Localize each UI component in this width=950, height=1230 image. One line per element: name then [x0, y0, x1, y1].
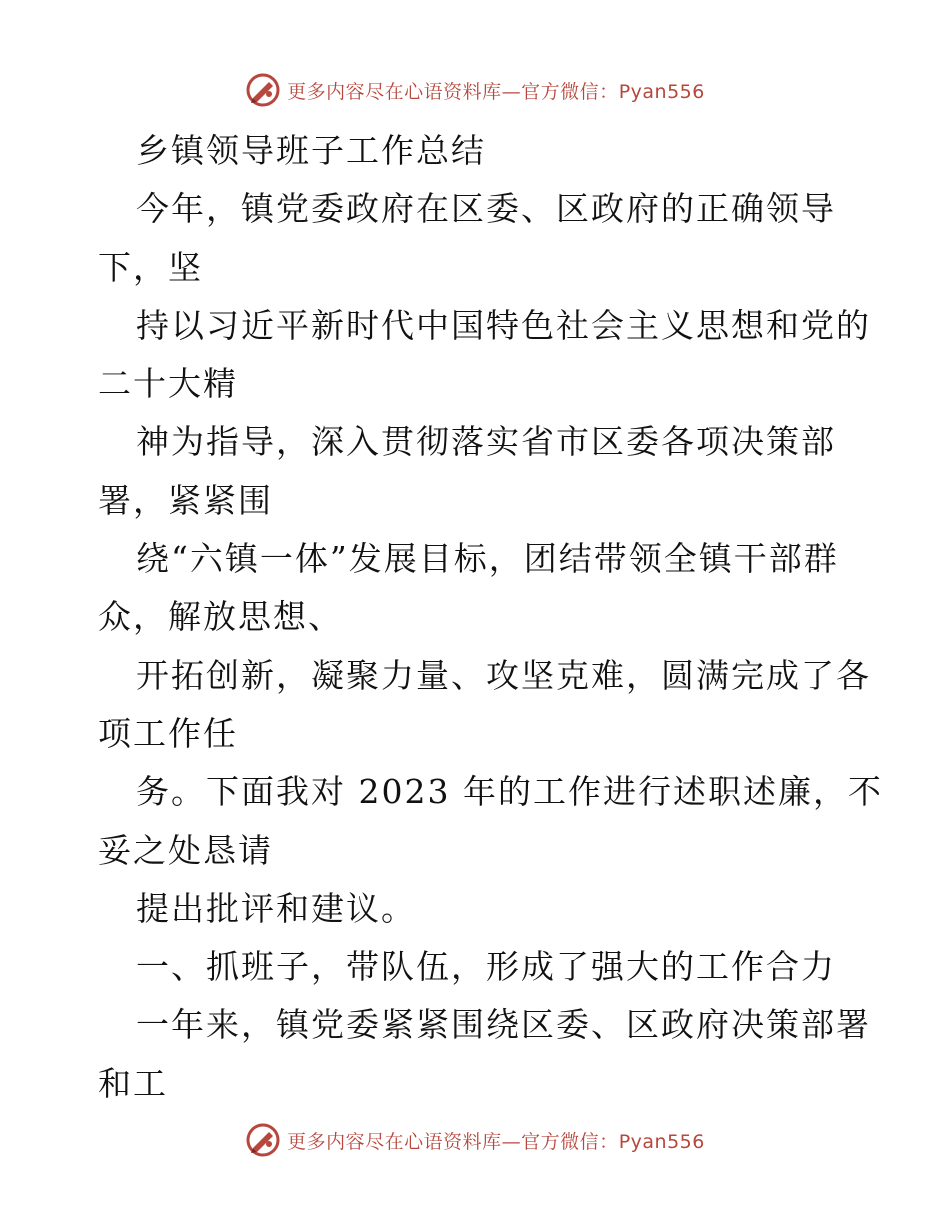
document-line: 神为指导，深入贯彻落实省市区委各项决策部 [136, 422, 836, 462]
document-line: 二十大精 [98, 364, 238, 404]
document-line: 妥之处恳请 [98, 830, 273, 870]
footer-watermark-text: 更多内容尽在心语资料库—官方微信：Pyan556 [287, 1130, 705, 1153]
document-line: 和工 [98, 1063, 168, 1103]
document-line: 今年，镇党委政府在区委、区政府的正确领导 [136, 189, 836, 229]
document-line: 一年来，镇党委紧紧围绕区委、区政府决策部署 [136, 1005, 871, 1045]
document-line: 乡镇领导班子工作总结 [136, 131, 486, 170]
document-line: 众，解放思想、 [98, 597, 343, 637]
pen-logo-icon [245, 1122, 281, 1158]
document-line: 提出批评和建议。 [136, 888, 416, 928]
document-line: 一、抓班子，带队伍，形成了强大的工作合力 [136, 947, 836, 987]
header-watermark-banner [0, 70, 950, 110]
pen-logo-icon [245, 72, 281, 108]
document-line: 持以习近平新时代中国特色社会主义思想和党的 [136, 305, 871, 345]
document-line: 下，坚 [98, 247, 203, 287]
header-watermark-text: 更多内容尽在心语资料库—官方微信：Pyan556 [287, 80, 705, 103]
document-line: 务。下面我对 2023 年的工作进行述职述廉，不 [136, 772, 883, 812]
document-line: 开拓创新，凝聚力量、攻坚克难，圆满完成了各 [136, 655, 871, 695]
document-line: 项工作任 [98, 713, 238, 753]
document-line: 绕“六镇一体”发展目标，团结带领全镇干部群 [136, 539, 839, 579]
footer-watermark-banner [0, 1120, 950, 1160]
document-line: 署，紧紧围 [98, 480, 273, 520]
document-body [98, 122, 883, 1113]
